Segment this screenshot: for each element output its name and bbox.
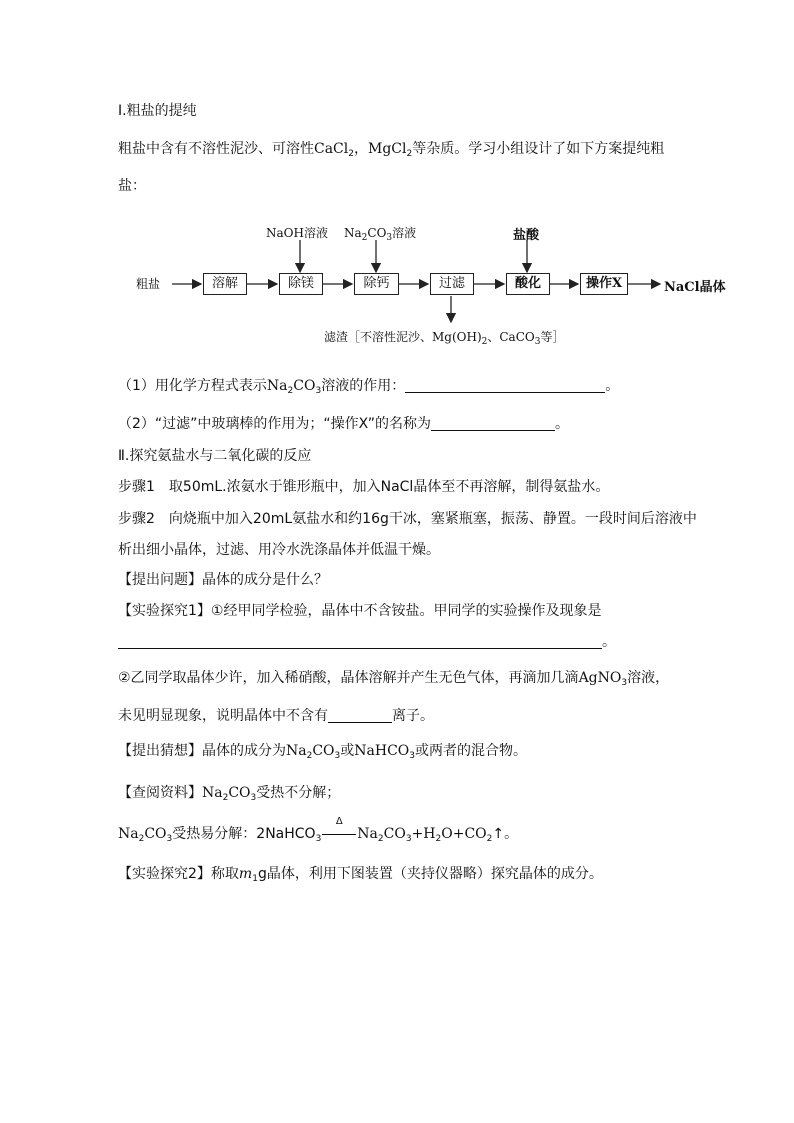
info-text-a: 【查阅资料】 [118,785,202,801]
explore-2-m-sub: 1 [252,874,258,884]
reagent-na2co3-sub3: 3 [386,233,393,243]
explore-2 [118,864,603,884]
explore-1-text: 【实验探究1】①经甲同学检验，晶体中不含铵盐。甲同学的实验操作及现象是 [118,603,602,619]
flow-step-filter: 过滤 [430,273,474,295]
p2-text-d: 离子。 [392,708,434,724]
p2-text-b: 溶液， [627,670,670,686]
flow-step-dissolve: 溶解 [203,273,247,295]
explore-1-answer-line [118,632,616,652]
guess-na: Na [286,743,307,759]
reagent-na2co3-b: CO [367,226,387,240]
eq-co: CO [383,826,406,842]
guess-sub3: 3 [334,751,341,761]
mgcl2-formula: MgCl [367,141,407,157]
info-co: CO [228,785,251,801]
reagent-hcl-label: 盐酸 [513,228,540,243]
residue-text-b: 、CaCO [487,330,535,344]
q2-end: 。 [554,416,569,432]
intro-text-c: 盐： [118,178,146,194]
guess-text-c: 或两者的混合物。 [415,743,528,759]
explore-1-end: 。 [602,634,616,650]
question-2 [118,414,569,434]
explore-1-answer-blank[interactable] [118,634,602,649]
residue-text-c: 等］ [540,330,565,344]
ion-answer-blank[interactable] [328,708,392,723]
explore-2-text-b: g晶体，利用下图装置（夹持仪器略）探究晶体的成分。 [257,866,603,882]
eq-sub2-e: 2 [486,834,493,844]
eq-delta-sign: Δ [335,816,343,827]
q1-sub3: 3 [315,386,322,396]
q1-end: 。 [605,378,620,394]
residue-label [324,328,564,345]
section-2-heading-text: Ⅱ.探究氨盐水与二氧化碳的反应 [118,448,312,464]
info-na: Na [202,785,223,801]
flow-step-operation-x: 操作X [580,273,628,295]
p2-text-a: ②乙同学取晶体少许，加入稀硝酸，晶体溶解并产生无色气体，再滴加几滴 [118,670,579,686]
eq-sub3-a: 3 [315,834,322,844]
explore-1 [118,601,601,621]
cacl2-subscript: 2 [348,149,354,159]
guess-sub2: 2 [306,751,313,761]
eq-sub2-start: 2 [138,834,145,844]
guess-co: CO [312,743,335,759]
eq-heat-arrow [321,816,357,844]
reagent-na2co3-sub2: 2 [361,233,368,243]
eq-o-co: O+CO [441,826,487,842]
comma: ， [353,141,368,157]
reference-info [118,783,340,803]
question-1 [118,376,619,396]
question-raise-text: 【提出问题】晶体的成分是什么？ [118,572,328,588]
eq-sub3-c: 3 [405,834,412,844]
decomposition-equation [118,816,519,844]
intro-text-b: 等杂质。学习小组设计了如下方案提纯粗 [412,141,665,157]
eq-equal-line [322,834,356,835]
eq-na: Na [357,826,378,842]
cacl2-formula: CaCl [314,141,349,157]
reagent-na2co3-c: 溶液 [392,226,417,240]
guess-nahco3-sub3: 3 [409,751,416,761]
eq-sub3-start: 3 [166,834,173,844]
guess-text-b: 或 [340,743,355,759]
eq-na-start: Na [118,826,139,842]
eq-co-start: CO [144,826,167,842]
q1-text-a: （1）用化学方程式表示 [118,378,267,394]
explore-2-text-a: 【实验探究2】称取 [118,866,239,882]
residue-sub2: 2 [481,337,488,347]
reagent-naoh-label: NaOH溶液 [266,226,328,240]
question-raise [118,570,328,590]
info-text-b: 受热不分解； [256,785,341,801]
step-2 [118,509,697,529]
explore-2-m: m [238,866,253,882]
info-sub2: 2 [222,793,229,803]
flowchart-arrows [0,0,794,360]
residue-text-a: 滤渣［不溶性泥沙、Mg(OH) [324,330,482,344]
info-sub3: 3 [250,793,257,803]
q1-co: CO [293,378,316,394]
p2-text-c: 未见明显现象，说明晶体中不含有 [118,708,328,724]
agno3-subscript: 3 [621,678,628,688]
mgcl2-subscript: 2 [406,149,413,159]
step-1-text: 步骤1 取50mL.浓氨水于锥形瓶中，加入NaCl晶体至不再溶解，制得氨盐水。 [118,479,610,495]
explore-1-part-2 [118,668,669,688]
flow-step-remove-mg: 除镁 [279,273,323,295]
q1-sub2: 2 [287,386,294,396]
eq-h: +H [411,826,436,842]
guess-text-a: 【提出猜想】晶体的成分为 [118,743,286,759]
eq-text-a: 受热易分解：2NaHCO [172,826,316,842]
section-2-heading [118,446,311,466]
step-2-cont [118,540,440,560]
q1-na: Na [266,378,288,394]
hypothesis [118,741,527,761]
intro-text-a: 粗盐中含有不溶性泥沙、可溶性 [118,141,314,157]
eq-sub2-b: 2 [377,834,384,844]
reagent-na2co3-a: Na [344,226,362,240]
guess-nahco3: NaHCO [354,743,410,759]
step-1 [118,477,609,497]
q1-answer-blank[interactable] [405,378,605,393]
flow-start-label: 粗盐 [136,277,161,291]
step-2-text-a: 步骤2 向烧瓶中加入20mL氨盐水和约16g干冰，塞紧瓶塞，振荡、静置。一段时间后溶液中 [118,511,697,527]
flow-step-remove-ca: 除钙 [354,273,399,295]
agno3-formula: AgNO [578,670,622,686]
explore-1-part-2-cont [118,706,434,726]
eq-sub2-d: 2 [435,834,442,844]
q2-answer-blank[interactable] [431,416,555,431]
section-1-heading-text: Ⅰ.粗盐的提纯 [118,103,197,119]
residue-sub3: 3 [534,337,541,347]
q2-text-a: （2）“过滤”中玻璃棒的作用为；“操作X”的名称为 [118,416,431,432]
eq-gas-end: ↑。 [492,826,519,842]
q1-text-d: 溶液的作用： [321,378,406,394]
reagent-na2co3-label [344,224,416,241]
flow-step-acidify: 酸化 [506,273,550,295]
step-2-text-b: 析出细小晶体，过滤、用冷水洗涤晶体并低温干燥。 [118,542,440,558]
flow-end-label: NaCl晶体 [664,280,726,295]
